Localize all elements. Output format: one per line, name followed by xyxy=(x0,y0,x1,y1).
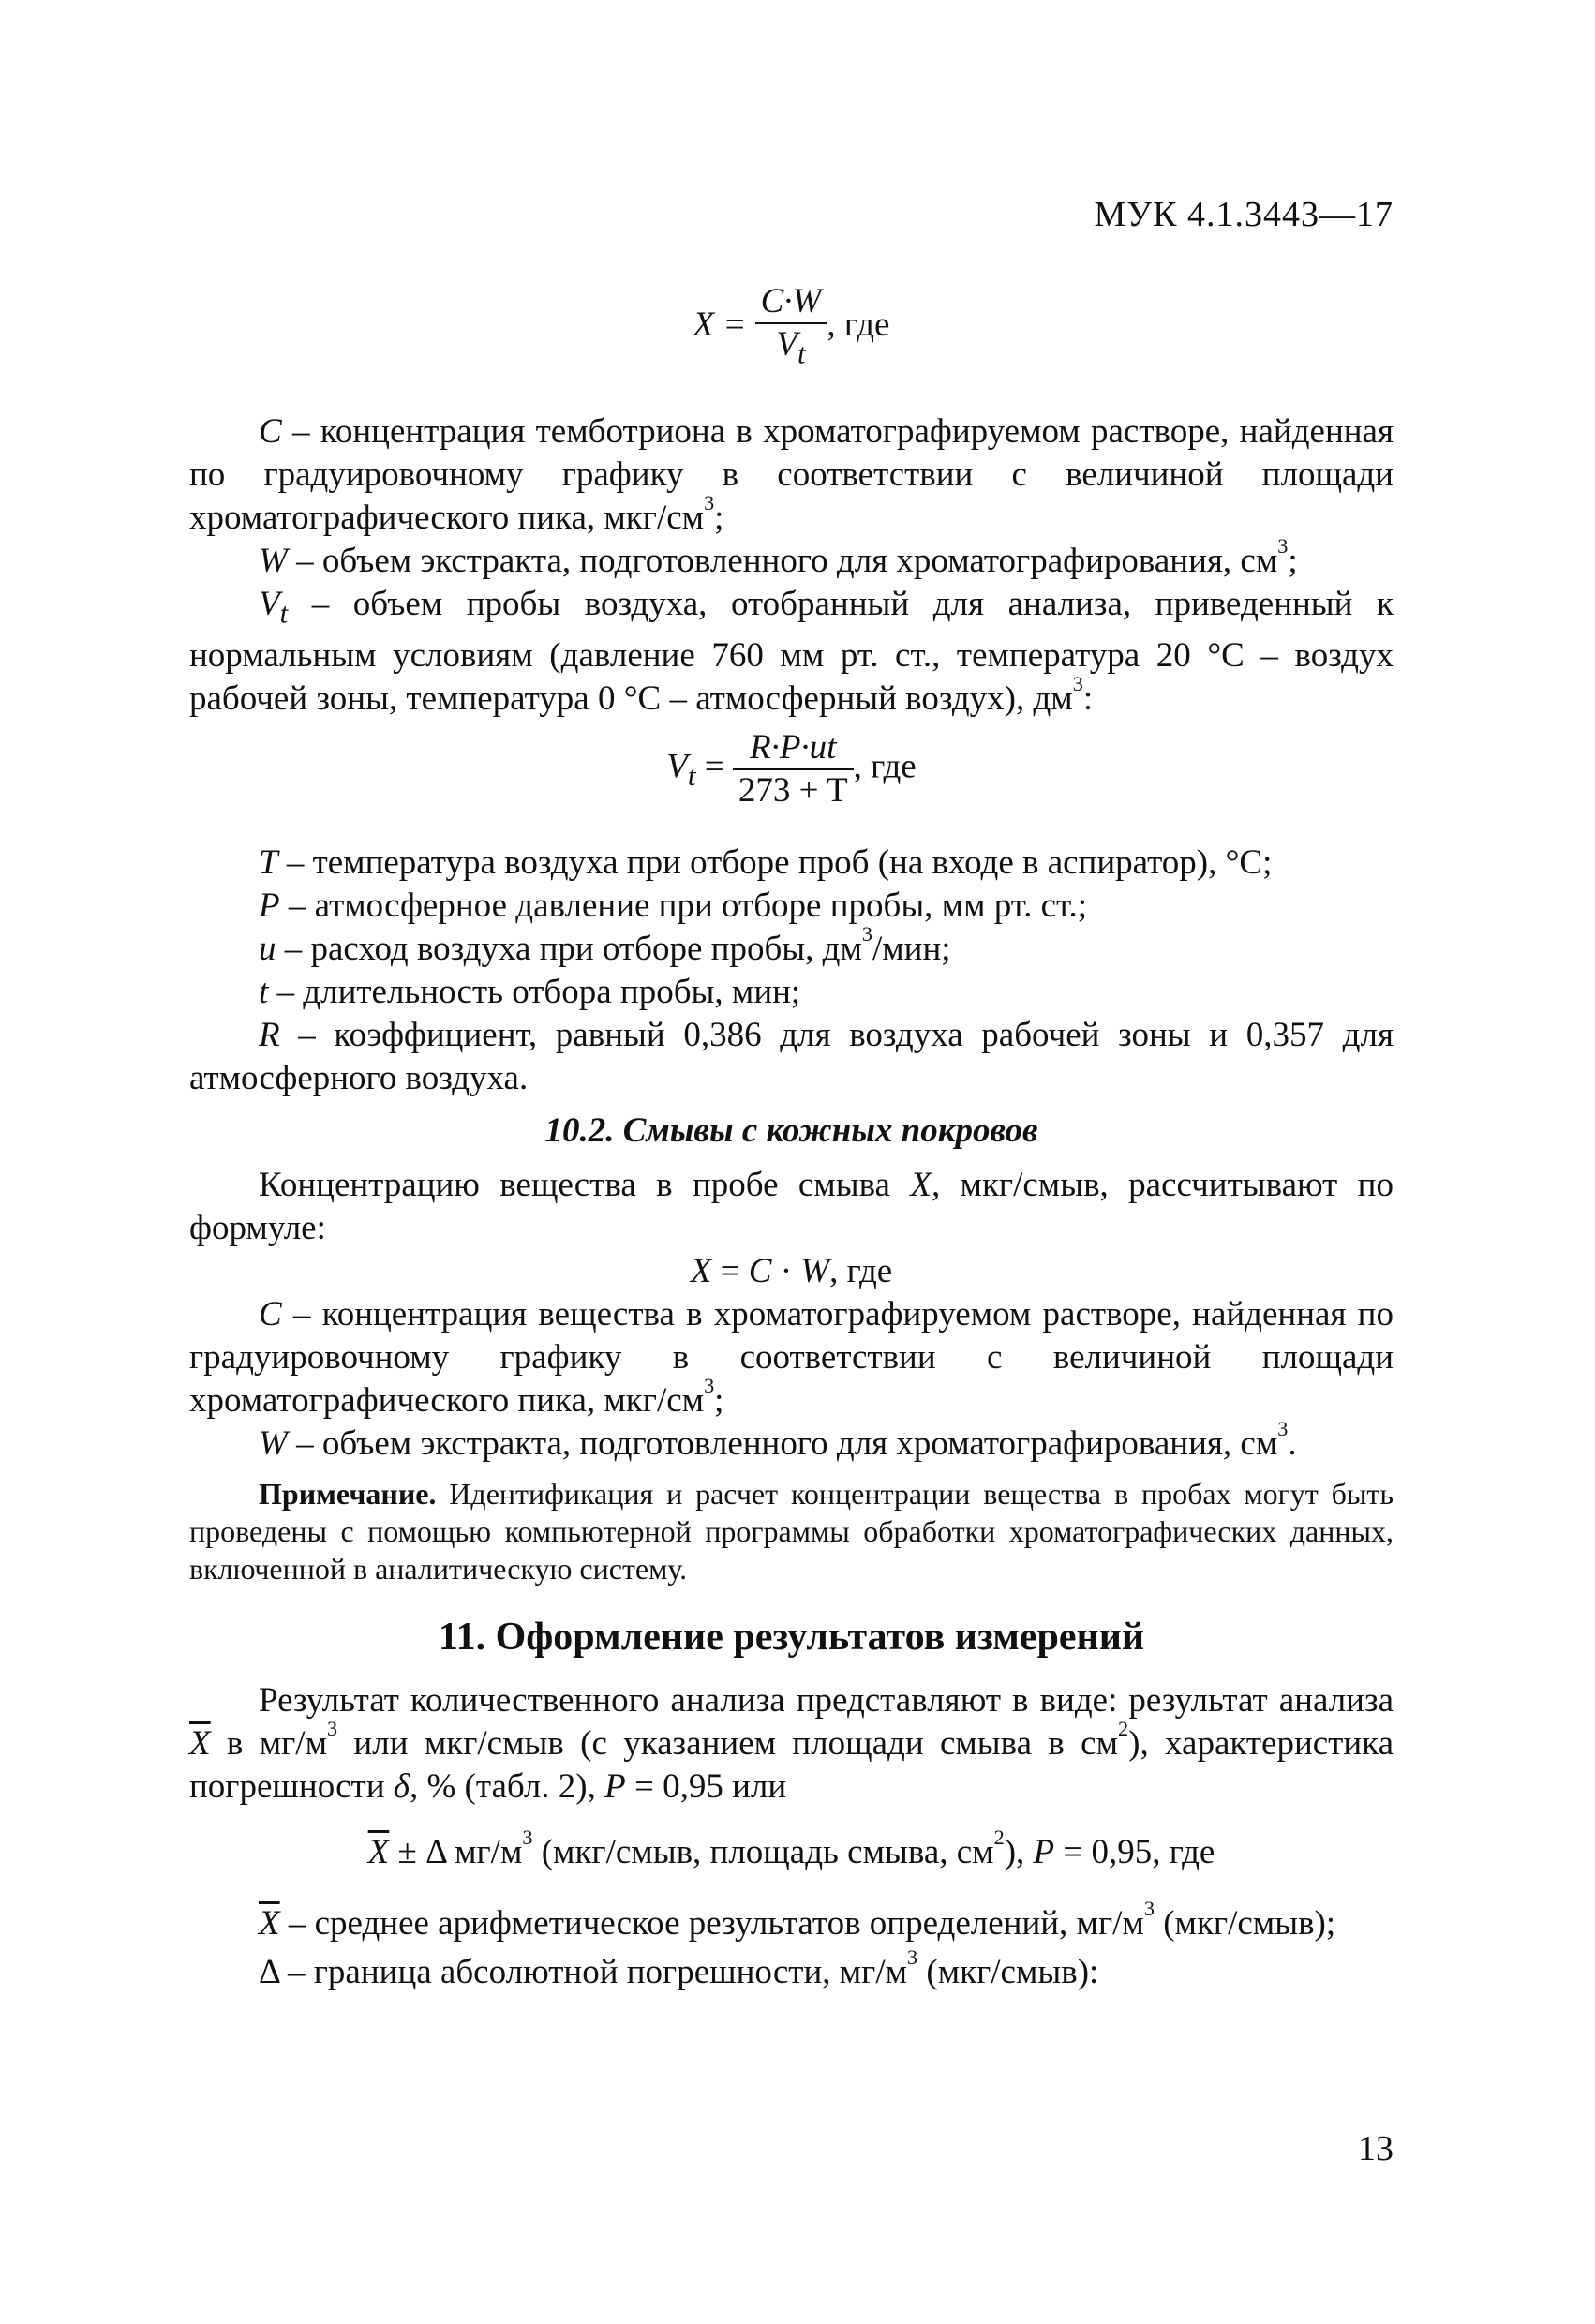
section-10-2-heading: 10.2. Смывы с кожных покровов xyxy=(544,1111,1038,1150)
note-text: Идентификация и расчет концентрации вещества в пробах могут быть проведены с помощью компьютерной программы обработки хроматографических данных, включенной в аналитическую систему. xyxy=(189,1477,1394,1586)
def-w: W – объем экстракта, подготовленного для хроматографирования, $см^3$; xyxy=(259,534,1298,580)
section-10-2-definitions xyxy=(189,1293,1394,1466)
note-label: Примечание. xyxy=(259,1477,437,1511)
definitions-2 xyxy=(189,842,1394,1100)
formula-lhs: X = xyxy=(693,305,747,345)
formula-x xyxy=(189,281,1394,374)
def-pressure: P – атмосферное давление при отборе пробы, мм рт. ст.; xyxy=(259,886,1087,925)
section-11-heading: 11. Оформление результатов измерений xyxy=(438,1616,1145,1659)
fraction: $\frac{R\cdot P\cdot ut}{273 + T}$ xyxy=(733,727,854,812)
def-temperature: T – температура воздуха при отборе проб (на входе в аспиратор), °C; xyxy=(259,843,1273,882)
def-delta: Δ – граница абсолютной погрешности, $мг/м^3$ (мкг/смыв): xyxy=(259,1945,1099,1991)
formula-where: , где xyxy=(827,305,890,345)
def-xbar: $\overline{X}$ – среднее арифметическое результатов определений, $мг/м^3$ (мкг/смыв); xyxy=(259,1897,1336,1943)
formula-vt: $V_t$ = $\frac{R\cdot P\cdot ut}{273 + T}$ , где xyxy=(666,728,917,810)
def-coefficient: R – коэффициент, равный 0,386 для воздуха рабочей зоны и 0,357 для атмосферного воздуха. xyxy=(189,1016,1394,1097)
section-10-2-intro: Концентрацию вещества в пробе смыва X, мкг/смыв, рассчитывают по формуле: xyxy=(189,1166,1394,1247)
def-flow: u – расход воздуха при отборе пробы, $дм^3$/мин; xyxy=(259,922,951,968)
def-c-wipe: C – концентрация вещества в хроматографируемом растворе, найденная по градуировочному графику в соответствии с величиной площади хроматографического пика, мкг/$см^3$; xyxy=(189,1295,1394,1420)
document-code: МУК 4.1.3443—17 xyxy=(1094,195,1394,234)
def-vt: $V_t$ – объем пробы воздуха, отобранный для анализа, приведенный к нормальным условиям (давление 760 мм рт. ст., температура 20 °C – воздух рабочей зоны, температура 0 °C – атмосферный воздух), $дм^3$: xyxy=(189,585,1394,719)
section-11-paragraph: Результат количественного анализа представляют в виде: результат анализа $\overline{X}$ в $мг/м^3$ или мкг/смыв (с указанием площади смыва в $см^2$), характеристика погрешности δ, % (табл. 2), P = 0,95 или xyxy=(189,1681,1394,1806)
note xyxy=(189,1475,1394,1587)
def-duration: t – длительность отбора пробы, мин; xyxy=(259,973,801,1011)
definitions-1 xyxy=(189,410,1394,721)
fraction-denominator: V xyxy=(776,325,798,364)
page-number: 13 xyxy=(1358,2129,1394,2168)
def-w-wipe: W – объем экстракта, подготовленного для хроматографирования, $см^3$. xyxy=(259,1417,1297,1463)
fraction: $\frac{C\cdot W}{V_t}$ xyxy=(755,281,827,374)
def-c: C – концентрация темботриона в хроматографируемом растворе, найденная по градуировочному графику в соответствии с величиной площади хроматографического пика, мкг/$см^3$; xyxy=(189,412,1394,537)
formula-wipe: X = C · W, где xyxy=(690,1252,893,1290)
section-11-definitions xyxy=(189,1897,1394,1994)
fraction-numerator: C·W xyxy=(760,282,822,320)
formula-result: $\overline{X} \pm \Delta$ $мг/м^3$ (мкг/смыв, площадь смыва, $см^2$), P = 0,95, где xyxy=(367,1825,1215,1871)
